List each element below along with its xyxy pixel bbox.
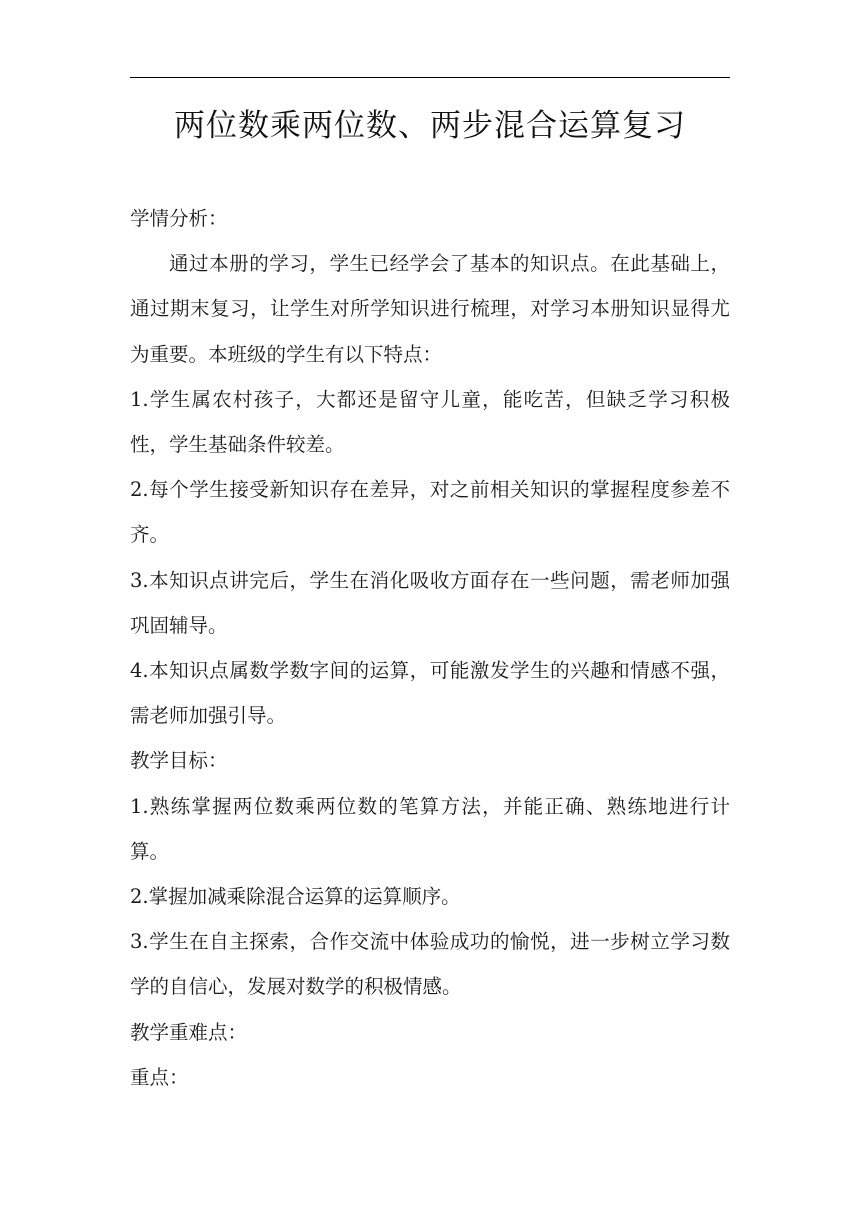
section-heading-goals: 教学目标： (130, 749, 228, 773)
list-item-goal-1: 1.熟练掌握两位数乘两位数的笔算方法，并能正确、熟练地进行计算。 (130, 794, 730, 863)
list-item-feature-3: 3.本知识点讲完后，学生在消化吸收方面存在一些问题，需老师加强巩固辅导。 (130, 568, 730, 637)
list-item-feature-4: 4.本知识点属数学数字间的运算，可能激发学生的兴趣和情感不强，需老师加强引导。 (130, 659, 730, 728)
subheading-focus: 重点： (130, 1065, 189, 1089)
document-title: 两位数乘两位数、两步混合运算复习 (174, 108, 686, 144)
section-heading-analysis: 学情分析： (130, 207, 228, 230)
list-item-goal-3: 3.学生在自主探索，合作交流中体验成功的愉悦，进一步树立学习数学的自信心，发展对数学的积极情感。 (130, 930, 730, 999)
document-body (130, 196, 730, 1100)
list-item-feature-1: 1.学生属农村孩子，大都还是留守儿童，能吃苦，但缺乏学习积极性，学生基础条件较差。 (130, 387, 730, 457)
list-item-goal-2: 2.掌握加减乘除混合运算的运算顺序。 (130, 885, 461, 909)
section-heading-key-points: 教学重难点： (130, 1020, 248, 1044)
paragraph-intro: 通过本册的学习，学生已经学会了基本的知识点。在此基础上，通过期末复习，让学生对所学知识进行梳理，对学习本册知识显得尤为重要。本班级的学生有以下特点： (130, 252, 730, 366)
header-rule (130, 77, 730, 78)
list-item-feature-2: 2.每个学生接受新知识存在差异，对之前相关知识的掌握程度参差不齐。 (130, 478, 730, 547)
